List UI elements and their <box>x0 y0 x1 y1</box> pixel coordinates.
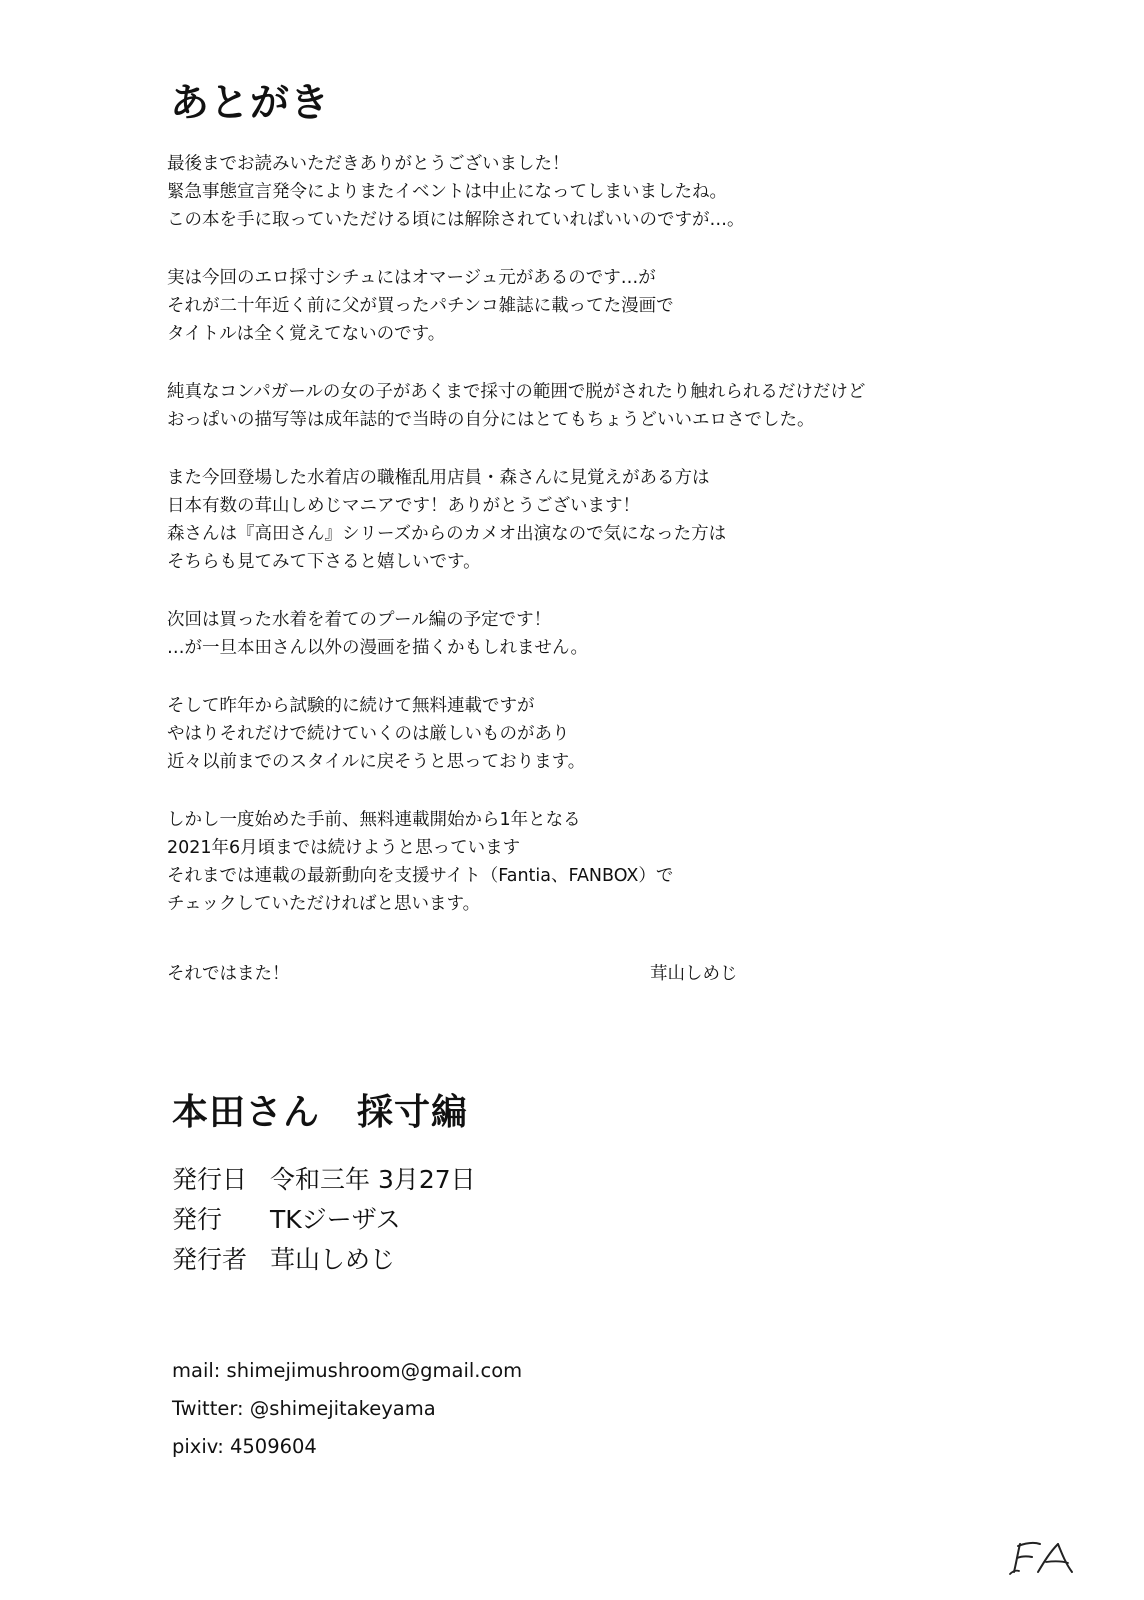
text-line: 緊急事態宣言発令によりまたイベントは中止になってしまいましたね。 <box>167 182 727 202</box>
text-line: やはりそれだけで続けていくのは厳しいものがあり <box>167 724 570 744</box>
colophon-title: 本田さん 採寸編 <box>172 1092 469 1133</box>
contact-twitter: Twitter: @shimejitakeyama <box>172 1397 436 1420</box>
text-line: また今回登場した水着店の職権乱用店員・森さんに見覚えがある方は <box>167 468 710 488</box>
text-line: …が一旦本田さん以外の漫画を描くかもしれません。 <box>167 638 589 658</box>
text-line: それが二十年近く前に父が買ったパチンコ雑誌に載ってた漫画で <box>167 296 674 316</box>
colophon-label: 発行 <box>172 1205 223 1234</box>
paragraph <box>167 378 987 434</box>
text-line: 森さんは『高田さん』シリーズからのカメオ出演なので気になった方は <box>167 524 727 544</box>
paragraph <box>167 150 987 234</box>
colophon-label: 発行日 <box>172 1165 248 1194</box>
colophon-row-publisher <box>172 1200 476 1240</box>
colophon-row-date <box>172 1160 476 1200</box>
colophon-value: 令和三年 3月27日 <box>270 1165 476 1194</box>
closing-text: それではまた！ <box>167 964 290 984</box>
text-line: 日本有数の茸山しめじマニアです！ありがとうございます！ <box>167 496 641 516</box>
colophon-label: 発行者 <box>172 1245 248 1274</box>
paragraph <box>167 464 987 576</box>
text-line: それまでは連載の最新動向を支援サイト（Fantia、FANBOX）で <box>167 866 674 886</box>
colophon-info <box>172 1160 476 1280</box>
text-line: チェックしていただければと思います。 <box>167 894 481 914</box>
text-line: タイトルは全く覚えてないのです。 <box>167 324 446 344</box>
text-line: しかし一度始めた手前、無料連載開始から1年となる <box>167 810 581 830</box>
author-signature: 茸山しめじ <box>650 964 738 984</box>
fa-signature-logo-icon <box>1008 1538 1080 1578</box>
contact-pixiv: pixiv: 4509604 <box>172 1435 317 1458</box>
colophon-value: TKジーザス <box>270 1205 401 1234</box>
paragraph <box>167 806 987 918</box>
colophon-row-issuer <box>172 1240 476 1280</box>
text-line: この本を手に取っていただける頃には解除されていればいいのですが…。 <box>167 210 745 230</box>
contact-info <box>172 1352 522 1466</box>
text-line: 最後までお読みいただきありがとうございました！ <box>167 154 570 174</box>
paragraph <box>167 692 987 776</box>
text-line: 2021年6月頃までは続けようと思っています <box>167 838 521 858</box>
text-line: そして昨年から試験的に続けて無料連載ですが <box>167 696 535 716</box>
text-line: 純真なコンパガールの女の子があくまで採寸の範囲で脱がされたり触れられるだけだけど <box>167 382 866 402</box>
text-line: 近々以前までのスタイルに戻そうと思っております。 <box>167 752 586 772</box>
afterword-title: あとがき <box>170 81 331 126</box>
paragraph <box>167 264 987 348</box>
text-line: そちらも見てみて下さると嬉しいです。 <box>167 552 481 572</box>
colophon-value: 茸山しめじ <box>270 1245 396 1274</box>
contact-mail: mail: shimejimushroom@gmail.com <box>172 1359 523 1382</box>
afterword-body <box>167 150 987 948</box>
paragraph <box>167 606 987 662</box>
closing-row <box>167 960 787 988</box>
text-line: 実は今回のエロ採寸シチュにはオマージュ元があるのです…が <box>167 268 656 288</box>
text-line: 次回は買った水着を着てのプール編の予定です！ <box>167 610 552 630</box>
text-line: おっぱいの描写等は成年誌的で当時の自分にはとてもちょうどいいエロさでした。 <box>167 410 815 430</box>
